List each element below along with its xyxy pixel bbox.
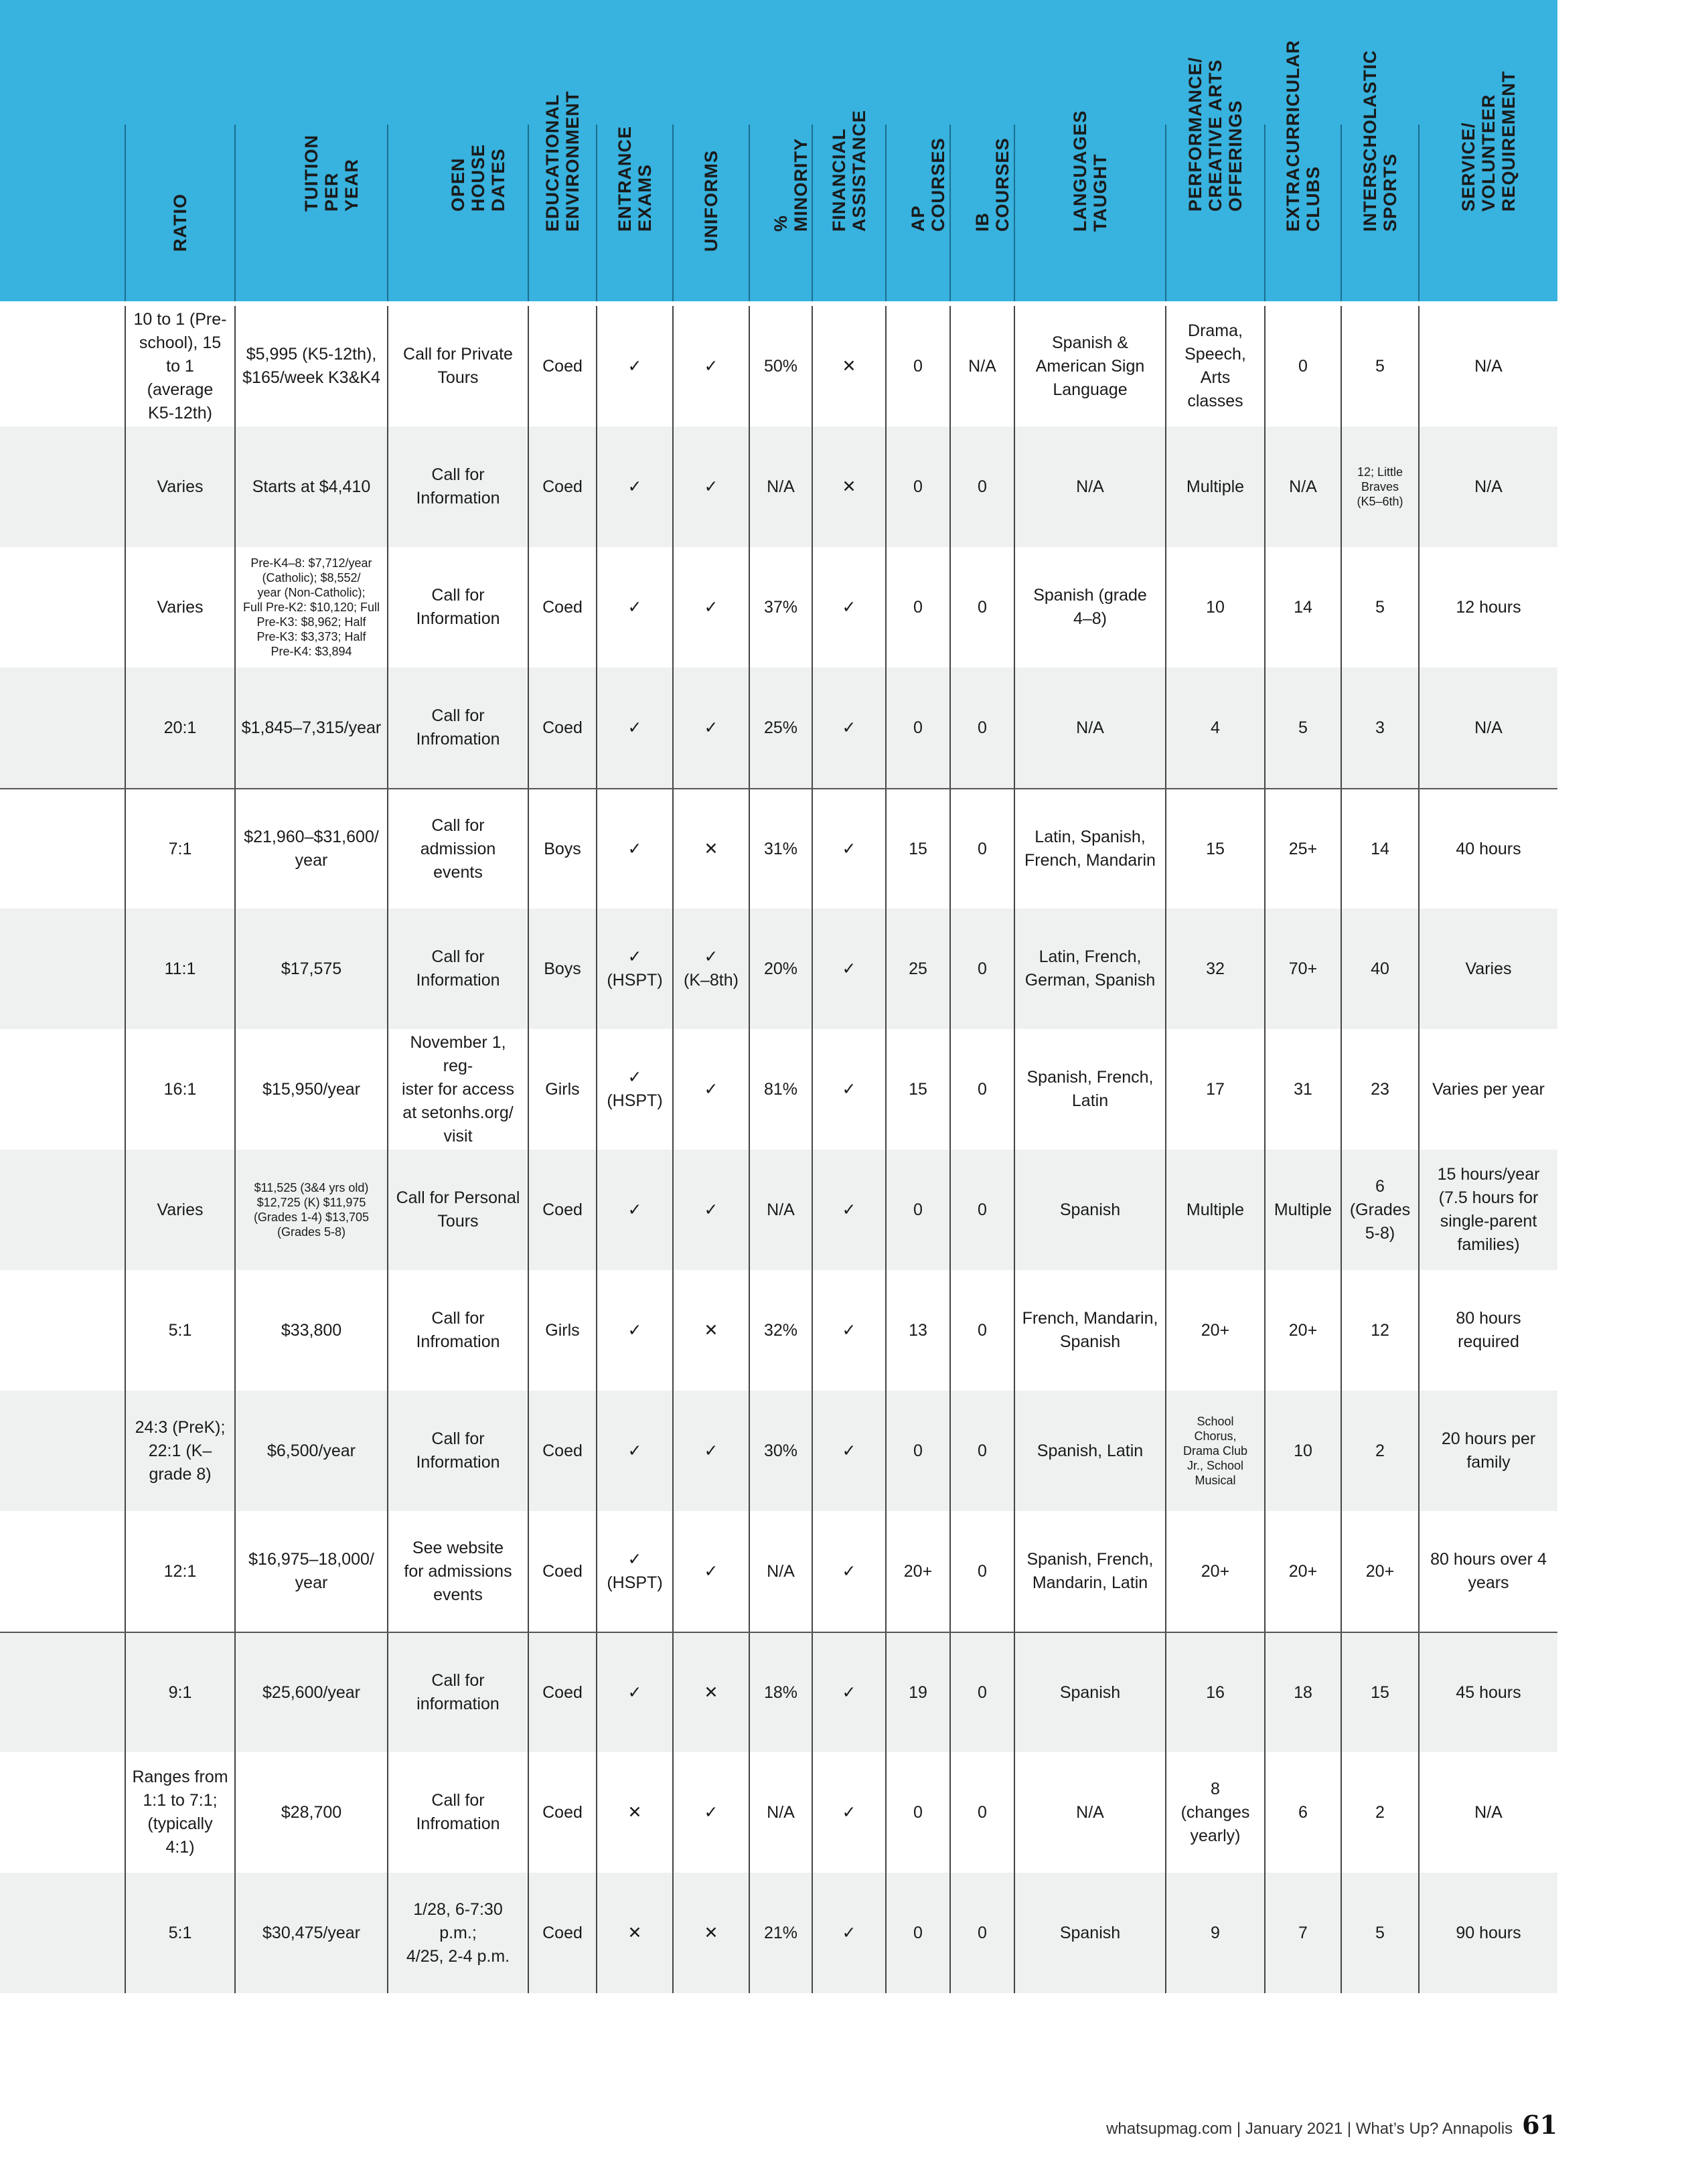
cell-ib: 0	[949, 1029, 1014, 1150]
table-row	[0, 1752, 1557, 1873]
cell-ratio: 24:3 (PreK); 22:1 (K– grade 8)	[125, 1391, 234, 1511]
cell-open_house: 1/28, 6-7:30 p.m.; 4/25, 2-4 p.m.	[387, 1873, 528, 1993]
cell-ratio: 7:1	[125, 789, 234, 909]
cell-environment: Girls	[528, 1029, 596, 1150]
column-header-label: IB COURSES	[972, 137, 1012, 232]
cell-sports: 5	[1341, 1873, 1418, 1993]
cell-arts: 4	[1165, 668, 1264, 788]
cell-uniforms: ✓ (K–8th)	[672, 909, 749, 1029]
cell-minority: N/A	[749, 426, 812, 547]
cell-uniforms: ✓	[672, 1511, 749, 1632]
table-row	[0, 1873, 1557, 1993]
cell-clubs: 7	[1264, 1873, 1341, 1993]
table-row	[0, 909, 1557, 1029]
cell-financial: ✕	[812, 426, 885, 547]
cell-entrance: ✓	[596, 306, 672, 426]
column-header-languages	[1014, 110, 1165, 301]
cell-ap: 0	[885, 426, 949, 547]
column-header-label: UNIFORMS	[701, 150, 721, 252]
cell-service: Varies per year	[1418, 1029, 1557, 1150]
cell-environment: Coed	[528, 426, 596, 547]
table-row	[0, 1391, 1557, 1511]
cell-minority: N/A	[749, 1752, 812, 1873]
cell-uniforms: ✓	[672, 306, 749, 426]
cell-entrance: ✓	[596, 1391, 672, 1511]
cell-uniforms: ✕	[672, 1873, 749, 1993]
cell-clubs: 25+	[1264, 789, 1341, 909]
cell-ap: 15	[885, 789, 949, 909]
page-number: 61	[1522, 2110, 1557, 2140]
cell-environment: Coed	[528, 306, 596, 426]
column-header-label: FINANCIAL ASSISTANCE	[829, 109, 869, 232]
cell-entrance: ✓	[596, 1633, 672, 1752]
cell-languages: N/A	[1014, 668, 1165, 788]
cell-entrance: ✓	[596, 789, 672, 909]
column-header-environment	[528, 90, 596, 301]
cell-minority: 31%	[749, 789, 812, 909]
cell-uniforms: ✓	[672, 668, 749, 788]
cell-open_house: Call for information	[387, 1633, 528, 1752]
cell-clubs: 18	[1264, 1633, 1341, 1752]
column-header-label: OPEN HOUSE DATES	[448, 143, 508, 212]
cell-financial: ✕	[812, 306, 885, 426]
cell-tuition: $11,525 (3&4 yrs old) $12,725 (K) $11,975 (Grades 1-4) $13,705 (Grades 5-8)	[234, 1150, 387, 1270]
cell-service: 80 hours required	[1418, 1270, 1557, 1391]
cell-ib: N/A	[949, 306, 1014, 426]
table-row	[0, 1632, 1557, 1752]
cell-uniforms: ✓	[672, 426, 749, 547]
cell-ap: 0	[885, 1873, 949, 1993]
cell-languages: Spanish, French, Latin	[1014, 1029, 1165, 1150]
cell-arts: 17	[1165, 1029, 1264, 1150]
column-header-sports	[1341, 50, 1418, 301]
cell-ratio: 11:1	[125, 909, 234, 1029]
cell-financial: ✓	[812, 1391, 885, 1511]
column-header-financial	[812, 109, 885, 301]
cell-environment: Coed	[528, 1633, 596, 1752]
cell-open_house: Call for Information	[387, 547, 528, 668]
cell-service: N/A	[1418, 426, 1557, 547]
cell-uniforms: ✕	[672, 1633, 749, 1752]
cell-environment: Coed	[528, 1873, 596, 1993]
cell-sports: 3	[1341, 668, 1418, 788]
table-row	[0, 547, 1557, 668]
cell-service: 15 hours/year (7.5 hours for single-parent families)	[1418, 1150, 1557, 1270]
cell-uniforms: ✓	[672, 1391, 749, 1511]
cell-minority: N/A	[749, 1511, 812, 1632]
column-header-open_house	[387, 125, 528, 301]
table-row	[0, 1150, 1557, 1270]
cell-open_house: Call for Personal Tours	[387, 1150, 528, 1270]
cell-sports: 5	[1341, 306, 1418, 426]
cell-tuition: $15,950/year	[234, 1029, 387, 1150]
column-header-uniforms	[672, 125, 749, 301]
cell-ap: 13	[885, 1270, 949, 1391]
cell-languages: Spanish	[1014, 1150, 1165, 1270]
column-header-label: RATIO	[170, 193, 190, 252]
cell-ratio: Varies	[125, 426, 234, 547]
cell-tuition: $5,995 (K5-12th), $165/week K3&K4	[234, 306, 387, 426]
column-header-label: TUITION PER YEAR	[301, 135, 362, 212]
cell-minority: 21%	[749, 1873, 812, 1993]
cell-ib: 0	[949, 1511, 1014, 1632]
cell-entrance: ✓	[596, 426, 672, 547]
cell-ib: 0	[949, 1391, 1014, 1511]
table-row	[0, 306, 1557, 426]
cell-ap: 0	[885, 547, 949, 668]
cell-service: Varies	[1418, 909, 1557, 1029]
cell-sports: 14	[1341, 789, 1418, 909]
cell-ap: 20+	[885, 1511, 949, 1632]
cell-open_house: Call for Private Tours	[387, 306, 528, 426]
column-header-minority	[749, 125, 812, 301]
cell-service: 20 hours per family	[1418, 1391, 1557, 1511]
cell-financial: ✓	[812, 789, 885, 909]
cell-sports: 2	[1341, 1391, 1418, 1511]
cell-ib: 0	[949, 426, 1014, 547]
cell-uniforms: ✓	[672, 547, 749, 668]
cell-environment: Coed	[528, 547, 596, 668]
cell-uniforms: ✓	[672, 1150, 749, 1270]
cell-sports: 20+	[1341, 1511, 1418, 1632]
column-header-label: SERVICE/ VOLUNTEER REQUIREMENT	[1458, 70, 1519, 212]
cell-languages: N/A	[1014, 426, 1165, 547]
cell-arts: Multiple	[1165, 1150, 1264, 1270]
cell-sports: 5	[1341, 547, 1418, 668]
column-header-label: ENTRANCE EXAMS	[615, 125, 655, 232]
cell-ratio: 16:1	[125, 1029, 234, 1150]
cell-minority: 81%	[749, 1029, 812, 1150]
cell-tuition: $28,700	[234, 1752, 387, 1873]
cell-uniforms: ✓	[672, 1752, 749, 1873]
cell-tuition: $1,845–7,315/year	[234, 668, 387, 788]
cell-tuition: $25,600/year	[234, 1633, 387, 1752]
cell-ap: 0	[885, 306, 949, 426]
cell-languages: Spanish	[1014, 1873, 1165, 1993]
cell-financial: ✓	[812, 1150, 885, 1270]
cell-arts: 8 (changes yearly)	[1165, 1752, 1264, 1873]
cell-ap: 0	[885, 1150, 949, 1270]
cell-ap: 0	[885, 1752, 949, 1873]
cell-languages: Spanish & American Sign Language	[1014, 306, 1165, 426]
cell-environment: Coed	[528, 1511, 596, 1632]
cell-service: N/A	[1418, 306, 1557, 426]
cell-service: 80 hours over 4 years	[1418, 1511, 1557, 1632]
cell-entrance: ✓ (HSPT)	[596, 909, 672, 1029]
cell-ratio: Ranges from 1:1 to 7:1; (typically 4:1)	[125, 1752, 234, 1873]
cell-tuition: Starts at $4,410	[234, 426, 387, 547]
cell-sports: 2	[1341, 1752, 1418, 1873]
cell-clubs: 20+	[1264, 1270, 1341, 1391]
cell-ap: 19	[885, 1633, 949, 1752]
cell-financial: ✓	[812, 1029, 885, 1150]
table-row	[0, 1029, 1557, 1150]
cell-sports: 40	[1341, 909, 1418, 1029]
cell-open_house: Call for admission events	[387, 789, 528, 909]
cell-ib: 0	[949, 1752, 1014, 1873]
cell-languages: Spanish, French, Mandarin, Latin	[1014, 1511, 1165, 1632]
table-row	[0, 1270, 1557, 1391]
cell-clubs: 31	[1264, 1029, 1341, 1150]
cell-open_house: Call for Infromation	[387, 1752, 528, 1873]
cell-clubs: 0	[1264, 306, 1341, 426]
cell-financial: ✓	[812, 1633, 885, 1752]
cell-ap: 0	[885, 1391, 949, 1511]
cell-environment: Coed	[528, 1150, 596, 1270]
cell-arts: 32	[1165, 909, 1264, 1029]
cell-ap: 15	[885, 1029, 949, 1150]
cell-minority: 18%	[749, 1633, 812, 1752]
cell-tuition: $6,500/year	[234, 1391, 387, 1511]
table-row	[0, 788, 1557, 909]
cell-service: 90 hours	[1418, 1873, 1557, 1993]
cell-clubs: 10	[1264, 1391, 1341, 1511]
cell-ap: 25	[885, 909, 949, 1029]
cell-open_house: See website for admissions events	[387, 1511, 528, 1632]
cell-entrance: ✕	[596, 1752, 672, 1873]
cell-languages: N/A	[1014, 1752, 1165, 1873]
cell-clubs: Multiple	[1264, 1150, 1341, 1270]
cell-entrance: ✕	[596, 1873, 672, 1993]
cell-languages: Latin, Spanish, French, Mandarin	[1014, 789, 1165, 909]
column-header-ratio	[125, 125, 234, 301]
cell-ratio: 5:1	[125, 1873, 234, 1993]
cell-entrance: ✓	[596, 547, 672, 668]
cell-service: 45 hours	[1418, 1633, 1557, 1752]
cell-ib: 0	[949, 547, 1014, 668]
cell-minority: 30%	[749, 1391, 812, 1511]
footer-text: whatsupmag.com | January 2021 | What’s Up? Annapolis	[1106, 2120, 1513, 2138]
cell-uniforms: ✕	[672, 789, 749, 909]
cell-ratio: 10 to 1 (Pre- school), 15 to 1 (average K5-12th)	[125, 306, 234, 426]
cell-languages: Spanish	[1014, 1633, 1165, 1752]
cell-financial: ✓	[812, 547, 885, 668]
cell-arts: Drama, Speech, Arts classes	[1165, 306, 1264, 426]
cell-tuition: Pre-K4–8: $7,712/year (Catholic); $8,552/ year (Non-Catholic); Full Pre-K2: $10,120; Full Pre-K3: $8,962; Half Pre-K3: $3,373; Half Pre-K4: $3,894	[234, 547, 387, 668]
column-header-entrance	[596, 125, 672, 301]
cell-environment: Boys	[528, 789, 596, 909]
column-header-label: % MINORITY	[771, 138, 811, 232]
cell-clubs: 5	[1264, 668, 1341, 788]
cell-clubs: 6	[1264, 1752, 1341, 1873]
cell-service: 40 hours	[1418, 789, 1557, 909]
cell-minority: N/A	[749, 1150, 812, 1270]
cell-clubs: 14	[1264, 547, 1341, 668]
column-header-label: LANGUAGES TAUGHT	[1070, 110, 1110, 232]
cell-arts: 15	[1165, 789, 1264, 909]
cell-ib: 0	[949, 1873, 1014, 1993]
cell-arts: 10	[1165, 547, 1264, 668]
cell-minority: 37%	[749, 547, 812, 668]
cell-ratio: 20:1	[125, 668, 234, 788]
cell-arts: School Chorus, Drama Club Jr., School Musical	[1165, 1391, 1264, 1511]
page-footer	[1106, 2110, 1557, 2140]
cell-open_house: Call for Infromation	[387, 668, 528, 788]
cell-financial: ✓	[812, 1752, 885, 1873]
column-header-tuition	[234, 125, 387, 301]
cell-languages: French, Mandarin, Spanish	[1014, 1270, 1165, 1391]
cell-minority: 20%	[749, 909, 812, 1029]
column-header-arts	[1165, 56, 1264, 301]
cell-languages: Spanish (grade 4–8)	[1014, 547, 1165, 668]
cell-sports: 15	[1341, 1633, 1418, 1752]
cell-entrance: ✓	[596, 1150, 672, 1270]
cell-entrance: ✓	[596, 1270, 672, 1391]
cell-environment: Coed	[528, 668, 596, 788]
column-header-label: AP COURSES	[908, 137, 948, 232]
cell-environment: Boys	[528, 909, 596, 1029]
cell-entrance: ✓ (HSPT)	[596, 1029, 672, 1150]
cell-sports: 23	[1341, 1029, 1418, 1150]
cell-ib: 0	[949, 909, 1014, 1029]
column-header-ib	[949, 125, 1014, 301]
cell-arts: 9	[1165, 1873, 1264, 1993]
cell-arts: Multiple	[1165, 426, 1264, 547]
cell-uniforms: ✕	[672, 1270, 749, 1391]
cell-open_house: Call for Information	[387, 1391, 528, 1511]
cell-languages: Spanish, Latin	[1014, 1391, 1165, 1511]
cell-financial: ✓	[812, 1873, 885, 1993]
cell-sports: 12	[1341, 1270, 1418, 1391]
cell-tuition: $30,475/year	[234, 1873, 387, 1993]
column-header-service	[1418, 70, 1557, 301]
cell-ratio: 5:1	[125, 1270, 234, 1391]
cell-arts: 20+	[1165, 1270, 1264, 1391]
cell-tuition: $17,575	[234, 909, 387, 1029]
column-header-label: PERFORMANCE/ CREATIVE ARTS OFFERINGS	[1185, 56, 1245, 212]
cell-minority: 25%	[749, 668, 812, 788]
cell-open_house: Call for Information	[387, 426, 528, 547]
cell-service: N/A	[1418, 668, 1557, 788]
cell-open_house: Call for Information	[387, 909, 528, 1029]
table-row	[0, 668, 1557, 788]
cell-entrance: ✓ (HSPT)	[596, 1511, 672, 1632]
cell-arts: 16	[1165, 1633, 1264, 1752]
cell-service: N/A	[1418, 1752, 1557, 1873]
cell-financial: ✓	[812, 1511, 885, 1632]
table-row	[0, 1511, 1557, 1632]
cell-ib: 0	[949, 789, 1014, 909]
cell-uniforms: ✓	[672, 1029, 749, 1150]
cell-ib: 0	[949, 668, 1014, 788]
cell-tuition: $21,960–$31,600/ year	[234, 789, 387, 909]
cell-open_house: November 1, reg- ister for access at setonhs.org/ visit	[387, 1029, 528, 1150]
cell-financial: ✓	[812, 909, 885, 1029]
cell-financial: ✓	[812, 668, 885, 788]
cell-ib: 0	[949, 1633, 1014, 1752]
cell-environment: Girls	[528, 1270, 596, 1391]
cell-environment: Coed	[528, 1752, 596, 1873]
cell-ib: 0	[949, 1150, 1014, 1270]
cell-environment: Coed	[528, 1391, 596, 1511]
cell-open_house: Call for Infromation	[387, 1270, 528, 1391]
table-row	[0, 426, 1557, 547]
cell-ratio: Varies	[125, 1150, 234, 1270]
cell-ratio: Varies	[125, 547, 234, 668]
column-header-label: EXTRACURRICULAR CLUBS	[1283, 40, 1323, 232]
cell-sports: 6 (Grades 5-8)	[1341, 1150, 1418, 1270]
column-header-ap	[885, 125, 949, 301]
cell-clubs: 70+	[1264, 909, 1341, 1029]
column-header-clubs	[1264, 40, 1341, 301]
cell-arts: 20+	[1165, 1511, 1264, 1632]
cell-ap: 0	[885, 668, 949, 788]
cell-languages: Latin, French, German, Spanish	[1014, 909, 1165, 1029]
cell-sports: 12; Little Braves (K5–6th)	[1341, 426, 1418, 547]
cell-clubs: 20+	[1264, 1511, 1341, 1632]
cell-entrance: ✓	[596, 668, 672, 788]
column-header-label: EDUCATIONAL ENVIRONMENT	[542, 90, 583, 232]
cell-ratio: 9:1	[125, 1633, 234, 1752]
cell-ratio: 12:1	[125, 1511, 234, 1632]
column-header-label: INTERSCHOLASTIC SPORTS	[1360, 50, 1400, 232]
cell-service: 12 hours	[1418, 547, 1557, 668]
cell-tuition: $33,800	[234, 1270, 387, 1391]
cell-financial: ✓	[812, 1270, 885, 1391]
cell-tuition: $16,975–18,000/ year	[234, 1511, 387, 1632]
cell-ib: 0	[949, 1270, 1014, 1391]
cell-minority: 50%	[749, 306, 812, 426]
cell-minority: 32%	[749, 1270, 812, 1391]
cell-clubs: N/A	[1264, 426, 1341, 547]
